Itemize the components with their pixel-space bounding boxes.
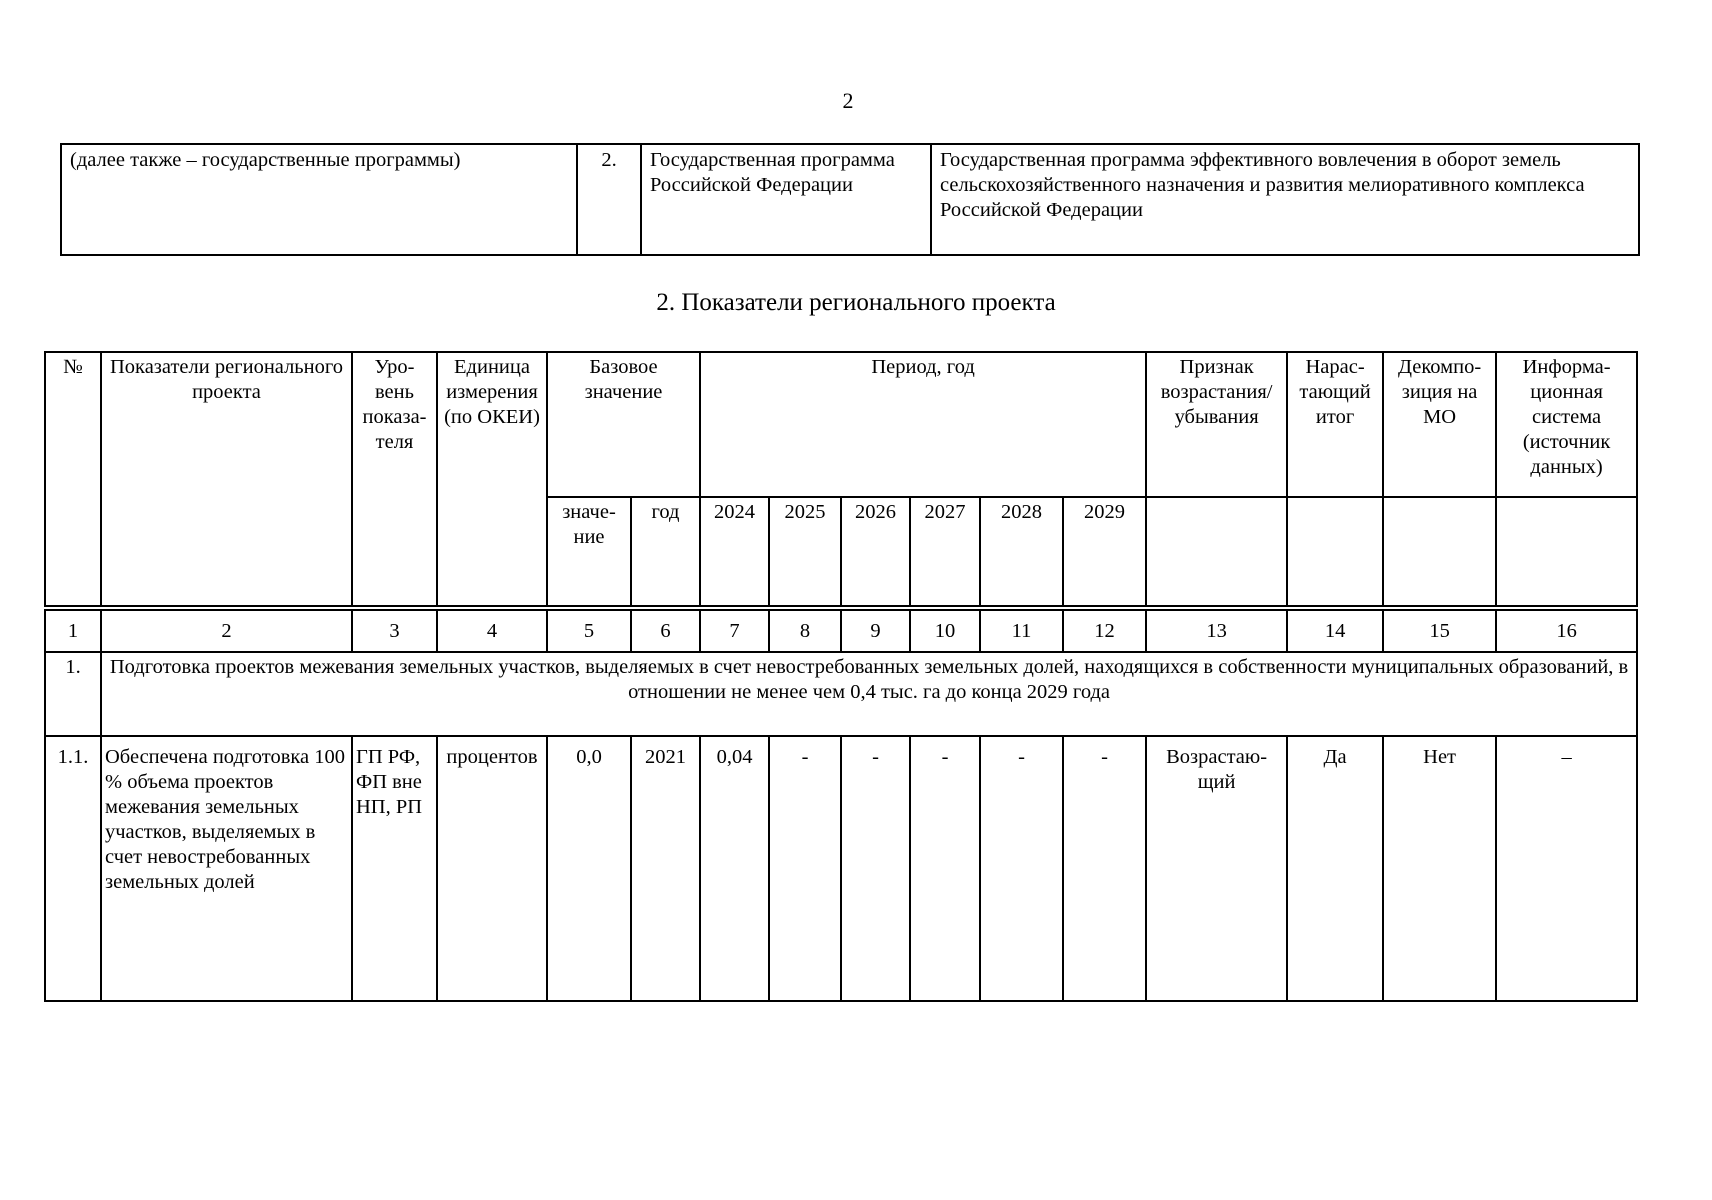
header-base-value-year: год [631,497,700,606]
row-level: ГП РФ, ФП вне НП, РП [352,736,437,1001]
row-cumulative: Да [1287,736,1383,1001]
page-number: 2 [842,88,854,113]
group-row [45,652,1637,736]
row-base-year: 2021 [631,736,700,1001]
row-number: 1.1. [45,736,101,1001]
column-numbers-row [45,610,1637,652]
row-value-2024: 0,04 [700,736,769,1001]
header-cumulative: Нарас-тающий итог [1287,352,1383,497]
row-base-value: 0,0 [547,736,631,1001]
column-number: 13 [1146,610,1287,652]
row-trend: Возрастаю-щий [1146,736,1287,1001]
column-number: 11 [980,610,1063,652]
header-period: Период, год [700,352,1146,497]
column-number: 7 [700,610,769,652]
header-year-2029: 2029 [1063,497,1146,606]
header-year-2026: 2026 [841,497,910,606]
header-decomposition: Декомпо-зиция на МО [1383,352,1496,497]
section-title: 2. Показатели регионального проекта [656,289,1056,316]
column-number: 8 [769,610,841,652]
header-trend: Признак возрастания/ убывания [1146,352,1287,497]
header-trend-empty [1146,497,1287,606]
column-number: 14 [1287,610,1383,652]
header-info-system-empty [1496,497,1637,606]
column-number: 5 [547,610,631,652]
column-number: 9 [841,610,910,652]
indicators-table [44,351,1638,1002]
header-decomposition-empty [1383,497,1496,606]
column-number: 3 [352,610,437,652]
row-unit: процентов [437,736,547,1001]
row-indicator: Обеспечена подготовка 100 % объема проектов межевания земельных участков, выделяемых в счет невостребованных земельных долей [101,736,352,1001]
column-number: 16 [1496,610,1637,652]
row-value-2026: - [841,736,910,1001]
row-decomposition: Нет [1383,736,1496,1001]
header-info-system: Информа-ционная система (источник данных) [1496,352,1637,497]
row-info-system: – [1496,736,1637,1001]
column-number: 10 [910,610,980,652]
column-number: 4 [437,610,547,652]
row-value-2025: - [769,736,841,1001]
program-row [61,144,1639,255]
program-table [60,143,1640,256]
program-name: Государственная программа эффективного вовлечения в оборот земель сельскохозяйственного назначения и развития мелиоративного комплекса Российской Федерации [931,144,1639,255]
row-value-2029: - [1063,736,1146,1001]
row-value-2027: - [910,736,980,1001]
header-cumulative-empty [1287,497,1383,606]
header-level: Уро-вень показа-теля [352,352,437,606]
column-number: 2 [101,610,352,652]
table-row [45,736,1637,1001]
header-indicator: Показатели регионального проекта [101,352,352,606]
row-value-2028: - [980,736,1063,1001]
header-year-2028: 2028 [980,497,1063,606]
program-number: 2. [577,144,641,255]
program-type: Государственная программа Российской Федерации [641,144,931,255]
column-number: 6 [631,610,700,652]
header-year-2024: 2024 [700,497,769,606]
column-number: 1 [45,610,101,652]
header-row [45,352,1637,497]
group-number: 1. [45,652,101,736]
group-title: Подготовка проектов межевания земельных участков, выделяемых в счет невостребованных земельных долей, находящихся в собственности муниципальных образований, в отношении не менее чем 0,4 тыс. га до конца 2029 года [101,652,1637,736]
header-base-value-value: значе-ние [547,497,631,606]
column-number: 12 [1063,610,1146,652]
header-base-value: Базовое значение [547,352,700,497]
header-unit: Единица измерения (по ОКЕИ) [437,352,547,606]
header-num: № [45,352,101,606]
column-number: 15 [1383,610,1496,652]
header-year-2025: 2025 [769,497,841,606]
header-year-2027: 2027 [910,497,980,606]
program-left-cell: (далее также – государственные программы) [61,144,577,255]
